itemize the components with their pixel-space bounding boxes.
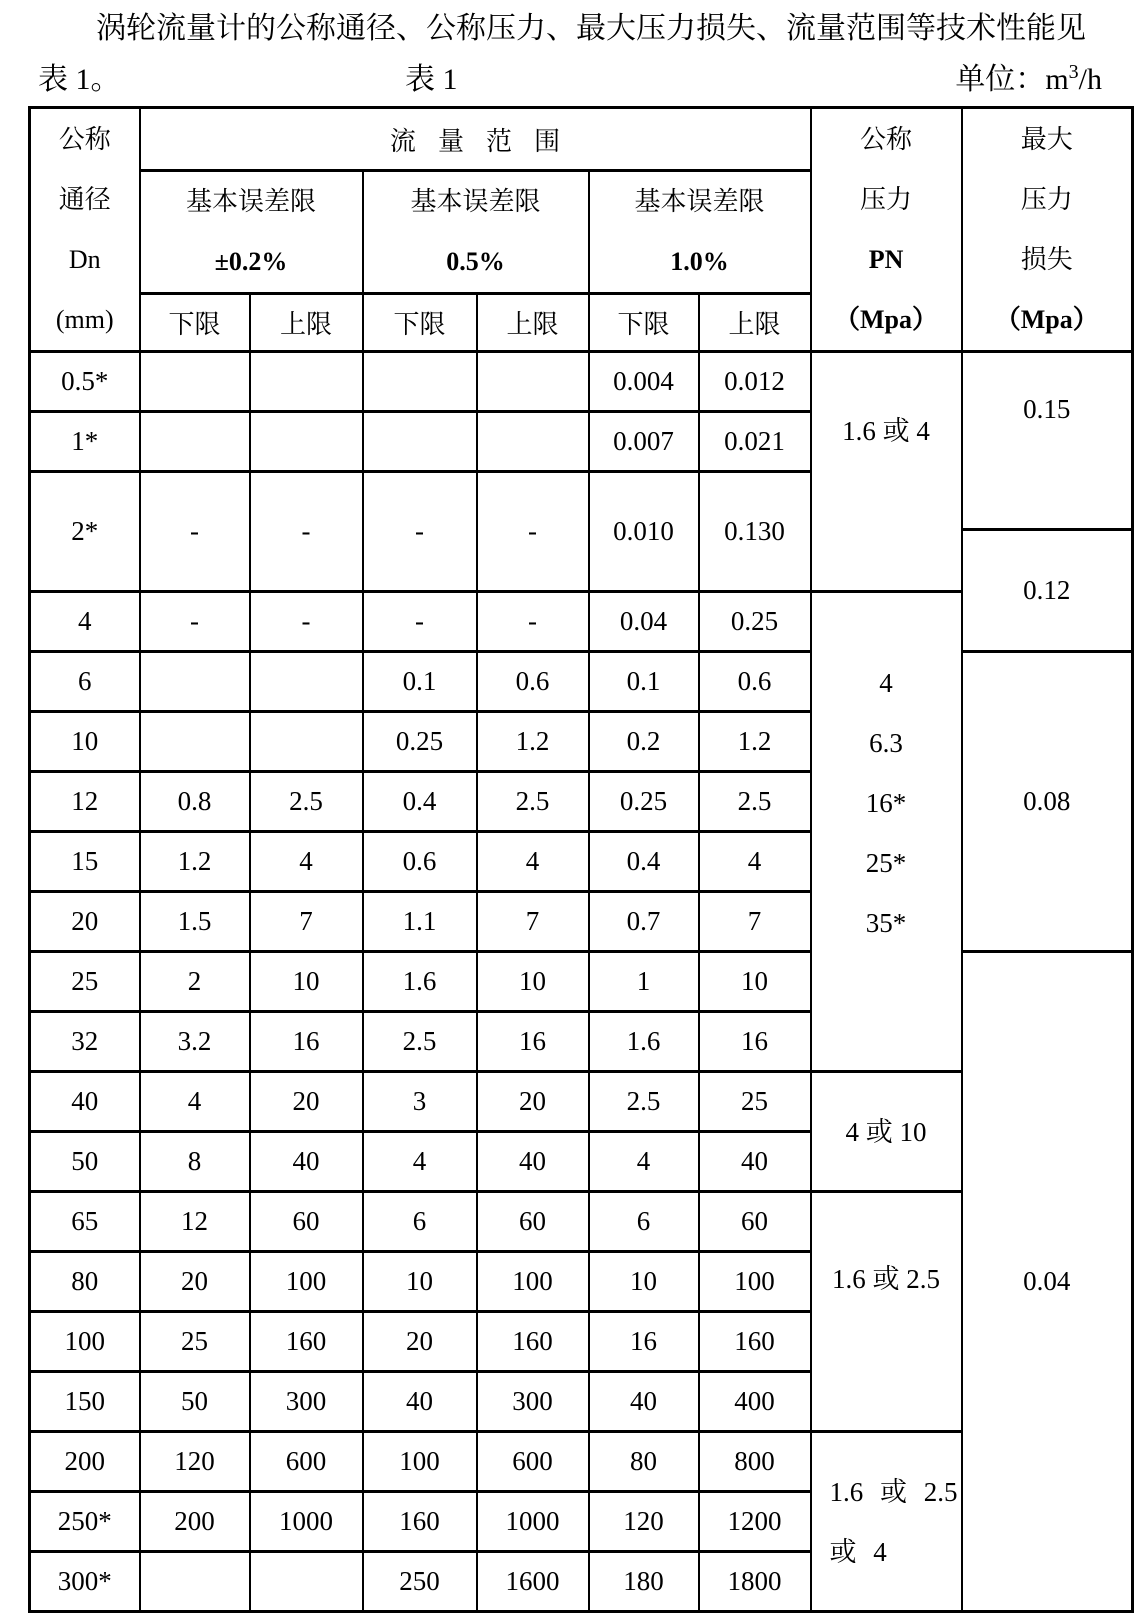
value-cell: 10 <box>363 1252 477 1312</box>
header-flow-range: 流量范围 <box>140 108 811 171</box>
value-cell: 0.6 <box>363 832 477 892</box>
header-dn-line4: (mm) <box>55 304 114 334</box>
value-cell: 60 <box>477 1192 589 1252</box>
value-cell: 800 <box>699 1432 811 1492</box>
value-cell: 160 <box>477 1312 589 1372</box>
value-cell: 0.6 <box>477 652 589 712</box>
dn-cell: 10 <box>30 712 140 772</box>
value-cell: 400 <box>699 1372 811 1432</box>
header-lower-10: 下限 <box>589 294 699 352</box>
value-cell: - <box>477 472 589 592</box>
value-cell: 0.04 <box>589 592 699 652</box>
header-group-10 <box>589 171 811 294</box>
dn-cell: 6 <box>30 652 140 712</box>
value-cell: 16 <box>699 1012 811 1072</box>
pn-merged-cell <box>811 1432 962 1612</box>
intro-paragraph-line2: 表 1。 <box>38 63 121 96</box>
value-cell: 4 <box>363 1132 477 1192</box>
value-cell: 20 <box>477 1072 589 1132</box>
header-loss-line3: 损失 <box>1020 244 1073 274</box>
value-cell: 1800 <box>699 1552 811 1612</box>
value-cell: 25 <box>699 1072 811 1132</box>
value-cell: 20 <box>363 1312 477 1372</box>
dn-cell: 80 <box>30 1252 140 1312</box>
value-cell: 0.6 <box>699 652 811 712</box>
value-cell: 16 <box>589 1312 699 1372</box>
value-cell: 1.6 <box>363 952 477 1012</box>
value-cell: 1.6 <box>589 1012 699 1072</box>
value-cell: 1.1 <box>363 892 477 952</box>
value-cell: 4 <box>589 1132 699 1192</box>
pn-line: 25* <box>865 848 907 878</box>
value-cell: 100 <box>477 1252 589 1312</box>
value-cell: 600 <box>250 1432 363 1492</box>
value-cell: 300 <box>250 1372 363 1432</box>
value-cell: 10 <box>589 1252 699 1312</box>
header-row-1 <box>30 108 1133 171</box>
value-cell: 4 <box>250 832 363 892</box>
header-pn-line4: （Mpa） <box>834 304 939 334</box>
header-lower-02: 下限 <box>140 294 250 352</box>
value-cell: 80 <box>589 1432 699 1492</box>
value-cell: 0.25 <box>699 592 811 652</box>
table-row-dn25 <box>30 952 1133 1012</box>
value-cell: 1.2 <box>699 712 811 772</box>
pn-merged-cell <box>811 592 962 1072</box>
loss-merged-cell: 0.04 <box>962 952 1133 1612</box>
value-cell: - <box>250 592 363 652</box>
pn-line: 4 <box>879 668 893 698</box>
value-cell: 0.021 <box>699 412 811 472</box>
dn-cell: 40 <box>30 1072 140 1132</box>
header-group-05 <box>363 171 589 294</box>
value-cell: 0.4 <box>363 772 477 832</box>
unit-base: m <box>1045 63 1069 96</box>
dn-cell: 32 <box>30 1012 140 1072</box>
header-dn-line3: Dn <box>68 244 101 274</box>
dn-cell: 4 <box>30 592 140 652</box>
unit-label <box>955 54 1102 98</box>
value-cell: 20 <box>140 1252 250 1312</box>
value-cell: 6 <box>363 1192 477 1252</box>
table-row-dn6 <box>30 652 1133 712</box>
loss-merged-cell: 0.08 <box>962 652 1133 952</box>
header-pn-line1: 公称 <box>860 124 913 154</box>
unit-prefix: 单位： <box>955 63 1046 96</box>
value-cell: 100 <box>363 1432 477 1492</box>
value-cell: 0.25 <box>589 772 699 832</box>
value-cell: 300 <box>477 1372 589 1432</box>
value-cell: 40 <box>363 1372 477 1432</box>
header-group-05-title: 基本误差限 <box>410 187 541 216</box>
value-cell: 250 <box>363 1552 477 1612</box>
pn-merged-cell <box>811 1192 962 1432</box>
value-cell <box>477 352 589 412</box>
dn-cell: 15 <box>30 832 140 892</box>
value-cell <box>140 352 250 412</box>
header-group-05-pct: 0.5% <box>446 247 505 276</box>
value-cell: 10 <box>250 952 363 1012</box>
header-group-10-pct: 1.0% <box>670 247 729 276</box>
header-loss-line1: 最大 <box>1020 124 1073 154</box>
value-cell: 1000 <box>250 1492 363 1552</box>
dn-cell: 2* <box>30 472 140 592</box>
dn-cell: 200 <box>30 1432 140 1492</box>
value-cell: 160 <box>250 1312 363 1372</box>
value-cell: 0.007 <box>589 412 699 472</box>
header-pn-line3: PN <box>868 244 904 274</box>
caption-row <box>0 52 1135 102</box>
value-cell: 12 <box>140 1192 250 1252</box>
value-cell: 3.2 <box>140 1012 250 1072</box>
value-cell: 2.5 <box>699 772 811 832</box>
value-cell: 6 <box>589 1192 699 1252</box>
value-cell: 2.5 <box>477 772 589 832</box>
value-cell: - <box>363 592 477 652</box>
value-cell: 1 <box>589 952 699 1012</box>
value-cell: 2.5 <box>363 1012 477 1072</box>
value-cell: 0.4 <box>589 832 699 892</box>
value-cell: 4 <box>477 832 589 892</box>
value-cell: 2.5 <box>589 1072 699 1132</box>
dn-cell: 50 <box>30 1132 140 1192</box>
dn-cell: 65 <box>30 1192 140 1252</box>
value-cell: 0.2 <box>589 712 699 772</box>
loss-merged-cell: 0.15 <box>962 352 1133 530</box>
value-cell: 0.8 <box>140 772 250 832</box>
value-cell: 7 <box>250 892 363 952</box>
value-cell: 25 <box>140 1312 250 1372</box>
value-cell: 40 <box>250 1132 363 1192</box>
value-cell: 20 <box>250 1072 363 1132</box>
pn-line: 35* <box>865 908 907 938</box>
pn-line: 1.6 或 2.5 <box>832 1264 941 1294</box>
value-cell: 2.5 <box>250 772 363 832</box>
value-cell <box>140 712 250 772</box>
value-cell: 10 <box>477 952 589 1012</box>
value-cell: 10 <box>699 952 811 1012</box>
value-cell: 0.1 <box>363 652 477 712</box>
value-cell <box>250 1552 363 1612</box>
value-cell: 100 <box>250 1252 363 1312</box>
dn-cell: 0.5* <box>30 352 140 412</box>
value-cell: 0.7 <box>589 892 699 952</box>
value-cell: 120 <box>589 1492 699 1552</box>
dn-cell: 300* <box>30 1552 140 1612</box>
value-cell: 1.2 <box>477 712 589 772</box>
unit-superscript: 3 <box>1068 61 1079 83</box>
value-cell: - <box>477 592 589 652</box>
value-cell <box>477 412 589 472</box>
value-cell: 180 <box>589 1552 699 1612</box>
loss-merged-cell: 0.12 <box>962 530 1133 652</box>
value-cell: 50 <box>140 1372 250 1432</box>
pn-merged-cell <box>811 1072 962 1192</box>
header-upper-02: 上限 <box>250 294 363 352</box>
dn-cell: 12 <box>30 772 140 832</box>
value-cell: 4 <box>140 1072 250 1132</box>
value-cell <box>250 352 363 412</box>
value-cell: 0.130 <box>699 472 811 592</box>
pn-merged-cell <box>811 352 962 592</box>
value-cell: 1600 <box>477 1552 589 1612</box>
pn-line: 1.6 或 2.5 <box>829 1476 958 1507</box>
dn-cell: 25 <box>30 952 140 1012</box>
value-cell <box>140 1552 250 1612</box>
value-cell <box>250 712 363 772</box>
value-cell: 160 <box>699 1312 811 1372</box>
pn-line: 16* <box>865 788 907 818</box>
value-cell: 7 <box>699 892 811 952</box>
value-cell: 60 <box>699 1192 811 1252</box>
dn-cell: 250* <box>30 1492 140 1552</box>
value-cell: 1.5 <box>140 892 250 952</box>
pn-line: 或 4 <box>829 1536 887 1567</box>
header-upper-05: 上限 <box>477 294 589 352</box>
header-group-10-title: 基本误差限 <box>634 187 765 216</box>
value-cell: 60 <box>250 1192 363 1252</box>
value-cell: 3 <box>363 1072 477 1132</box>
intro-paragraph-line1: 涡轮流量计的公称通径、公称压力、最大压力损失、流量范围等技术性能见 <box>96 12 1086 45</box>
table-caption: 表 1 <box>405 63 458 96</box>
value-cell: - <box>140 472 250 592</box>
value-cell <box>250 652 363 712</box>
value-cell: 0.010 <box>589 472 699 592</box>
value-cell: 200 <box>140 1492 250 1552</box>
header-loss <box>962 108 1133 352</box>
header-pn <box>811 108 962 352</box>
value-cell: 4 <box>699 832 811 892</box>
header-loss-line2: 压力 <box>1020 184 1073 214</box>
header-dn-line2: 通径 <box>58 184 111 214</box>
value-cell: 16 <box>250 1012 363 1072</box>
header-upper-10: 上限 <box>699 294 811 352</box>
header-lower-05: 下限 <box>363 294 477 352</box>
pn-line: 4 或 10 <box>845 1116 927 1147</box>
value-cell: 120 <box>140 1432 250 1492</box>
value-cell: 600 <box>477 1432 589 1492</box>
header-group-02 <box>140 171 363 294</box>
value-cell: 1200 <box>699 1492 811 1552</box>
value-cell: 40 <box>699 1132 811 1192</box>
header-group-02-title: 基本误差限 <box>185 187 316 216</box>
value-cell: 1000 <box>477 1492 589 1552</box>
value-cell <box>363 412 477 472</box>
pn-line: 1.6 或 4 <box>842 416 930 446</box>
unit-suffix: /h <box>1078 63 1102 96</box>
spec-table <box>28 106 1134 1613</box>
value-cell: 40 <box>589 1372 699 1432</box>
value-cell <box>140 412 250 472</box>
value-cell: 0.1 <box>589 652 699 712</box>
value-cell <box>250 412 363 472</box>
table-row-dn0.5 <box>30 352 1133 412</box>
value-cell: 2 <box>140 952 250 1012</box>
value-cell: 0.012 <box>699 352 811 412</box>
value-cell: 40 <box>477 1132 589 1192</box>
header-dn <box>30 108 140 352</box>
value-cell: - <box>140 592 250 652</box>
value-cell: 16 <box>477 1012 589 1072</box>
value-cell <box>363 352 477 412</box>
dn-cell: 150 <box>30 1372 140 1432</box>
value-cell: 7 <box>477 892 589 952</box>
value-cell <box>140 652 250 712</box>
dn-cell: 100 <box>30 1312 140 1372</box>
header-dn-line1: 公称 <box>58 124 111 154</box>
value-cell: - <box>250 472 363 592</box>
value-cell: 160 <box>363 1492 477 1552</box>
value-cell: 0.25 <box>363 712 477 772</box>
dn-cell: 1* <box>30 412 140 472</box>
value-cell: 1.2 <box>140 832 250 892</box>
header-loss-line4: （Mpa） <box>994 304 1099 334</box>
dn-cell: 20 <box>30 892 140 952</box>
header-group-02-pct: ±0.2% <box>214 247 288 276</box>
pn-line: 6.3 <box>869 728 903 758</box>
value-cell: - <box>363 472 477 592</box>
value-cell: 8 <box>140 1132 250 1192</box>
value-cell: 100 <box>699 1252 811 1312</box>
header-pn-line2: 压力 <box>860 184 913 214</box>
value-cell: 0.004 <box>589 352 699 412</box>
